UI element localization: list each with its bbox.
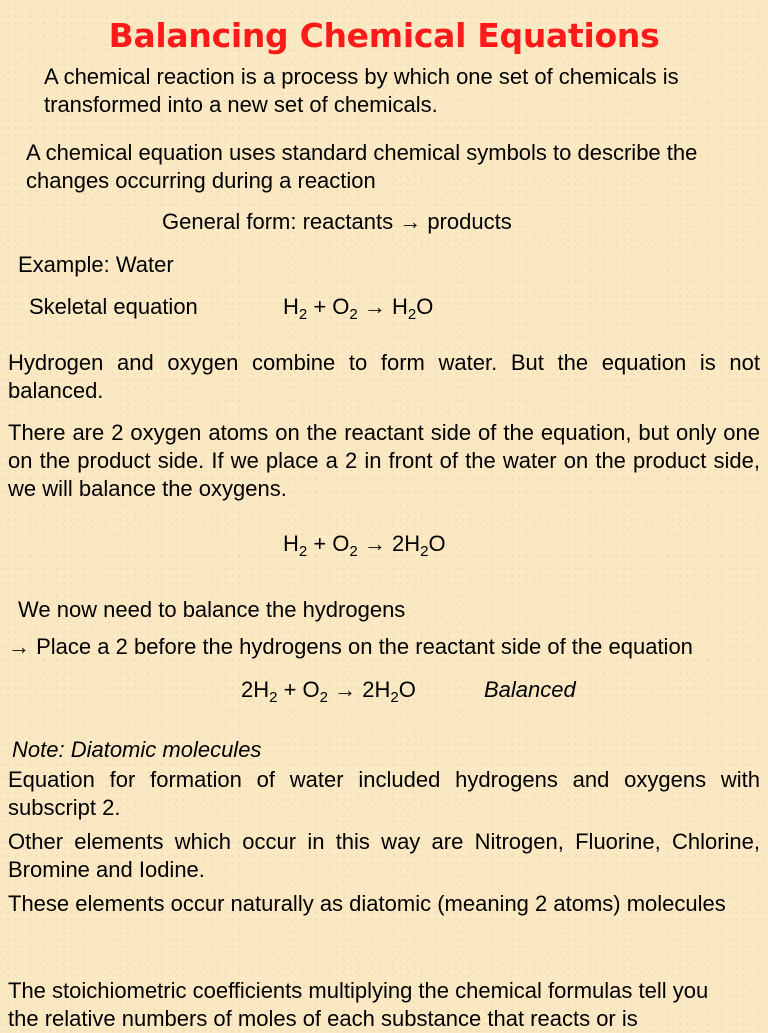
balance-hydrogens-line: We now need to balance the hydrogens xyxy=(18,597,406,622)
definition-line-2: changes occurring during a reaction xyxy=(26,168,376,193)
note-paragraph-1: Equation for formation of water included hydrogens and oxygens with subscript 2. xyxy=(8,767,760,820)
general-form: General form: reactants → products xyxy=(162,209,512,234)
paragraph-not-balanced: Hydrogen and oxygen combine to form water. But the equation is not balanced. xyxy=(8,350,760,403)
note-paragraph-2: Other elements which occur in this way are Nitrogen, Fluorine, Chlorine, Bromine and Iodine. xyxy=(8,829,760,882)
eq-subscript: 2 xyxy=(319,689,328,706)
definition-line-1: A chemical equation uses standard chemical symbols to describe the xyxy=(26,140,698,165)
paragraph-oxygen: There are 2 oxygen atoms on the reactant side of the equation, but only one on the product side. If we place a 2 in front of the water on the product side, we will balance the oxygens. xyxy=(8,420,760,501)
page-title: Balancing Chemical Equations xyxy=(108,16,660,55)
example-label: Example: Water xyxy=(18,252,174,277)
eq-term: → H xyxy=(357,294,408,319)
eq-term: + O xyxy=(307,531,350,556)
eq-term: → 2H xyxy=(328,677,391,702)
eq-term: H xyxy=(283,531,299,556)
eq-term: O xyxy=(428,531,446,556)
eq-term: H xyxy=(283,294,299,319)
eq-subscript: 2 xyxy=(349,543,358,560)
intro-line-1: A chemical reaction is a process by which one set of chemicals is xyxy=(44,64,679,89)
eq-subscript: 2 xyxy=(407,306,417,323)
eq-term: → 2H xyxy=(357,531,421,556)
eq-subscript: 2 xyxy=(269,689,278,706)
eq-term: O xyxy=(416,294,434,319)
skeletal-equation xyxy=(283,293,433,321)
note-label: Note: Diatomic molecules xyxy=(12,737,262,762)
eq-subscript: 2 xyxy=(349,306,358,323)
balanced-label: Balanced xyxy=(484,677,576,702)
intro-line-2: transformed into a new set of chemicals. xyxy=(44,92,438,117)
equation-2 xyxy=(283,530,446,558)
eq-subscript: 2 xyxy=(298,306,308,323)
stoich-line-1: The stoichiometric coefficients multiplying the chemical formulas tell you xyxy=(8,978,709,1003)
eq-term: + O xyxy=(307,294,350,319)
place-two-line: → Place a 2 before the hydrogens on the reactant side of the equation xyxy=(8,634,693,659)
eq-term: + O xyxy=(277,677,320,702)
eq-subscript: 2 xyxy=(390,689,399,706)
note-paragraph-3: These elements occur naturally as diatomic (meaning 2 atoms) molecules xyxy=(8,891,726,916)
skeletal-label: Skeletal equation xyxy=(29,294,198,319)
eq-term: O xyxy=(398,677,416,702)
eq-term: 2H xyxy=(241,677,270,702)
eq-subscript: 2 xyxy=(420,543,429,560)
eq-subscript: 2 xyxy=(298,543,308,560)
equation-3 xyxy=(241,676,416,704)
stoich-line-2: the relative numbers of moles of each substance that reacts or is xyxy=(8,1006,638,1031)
